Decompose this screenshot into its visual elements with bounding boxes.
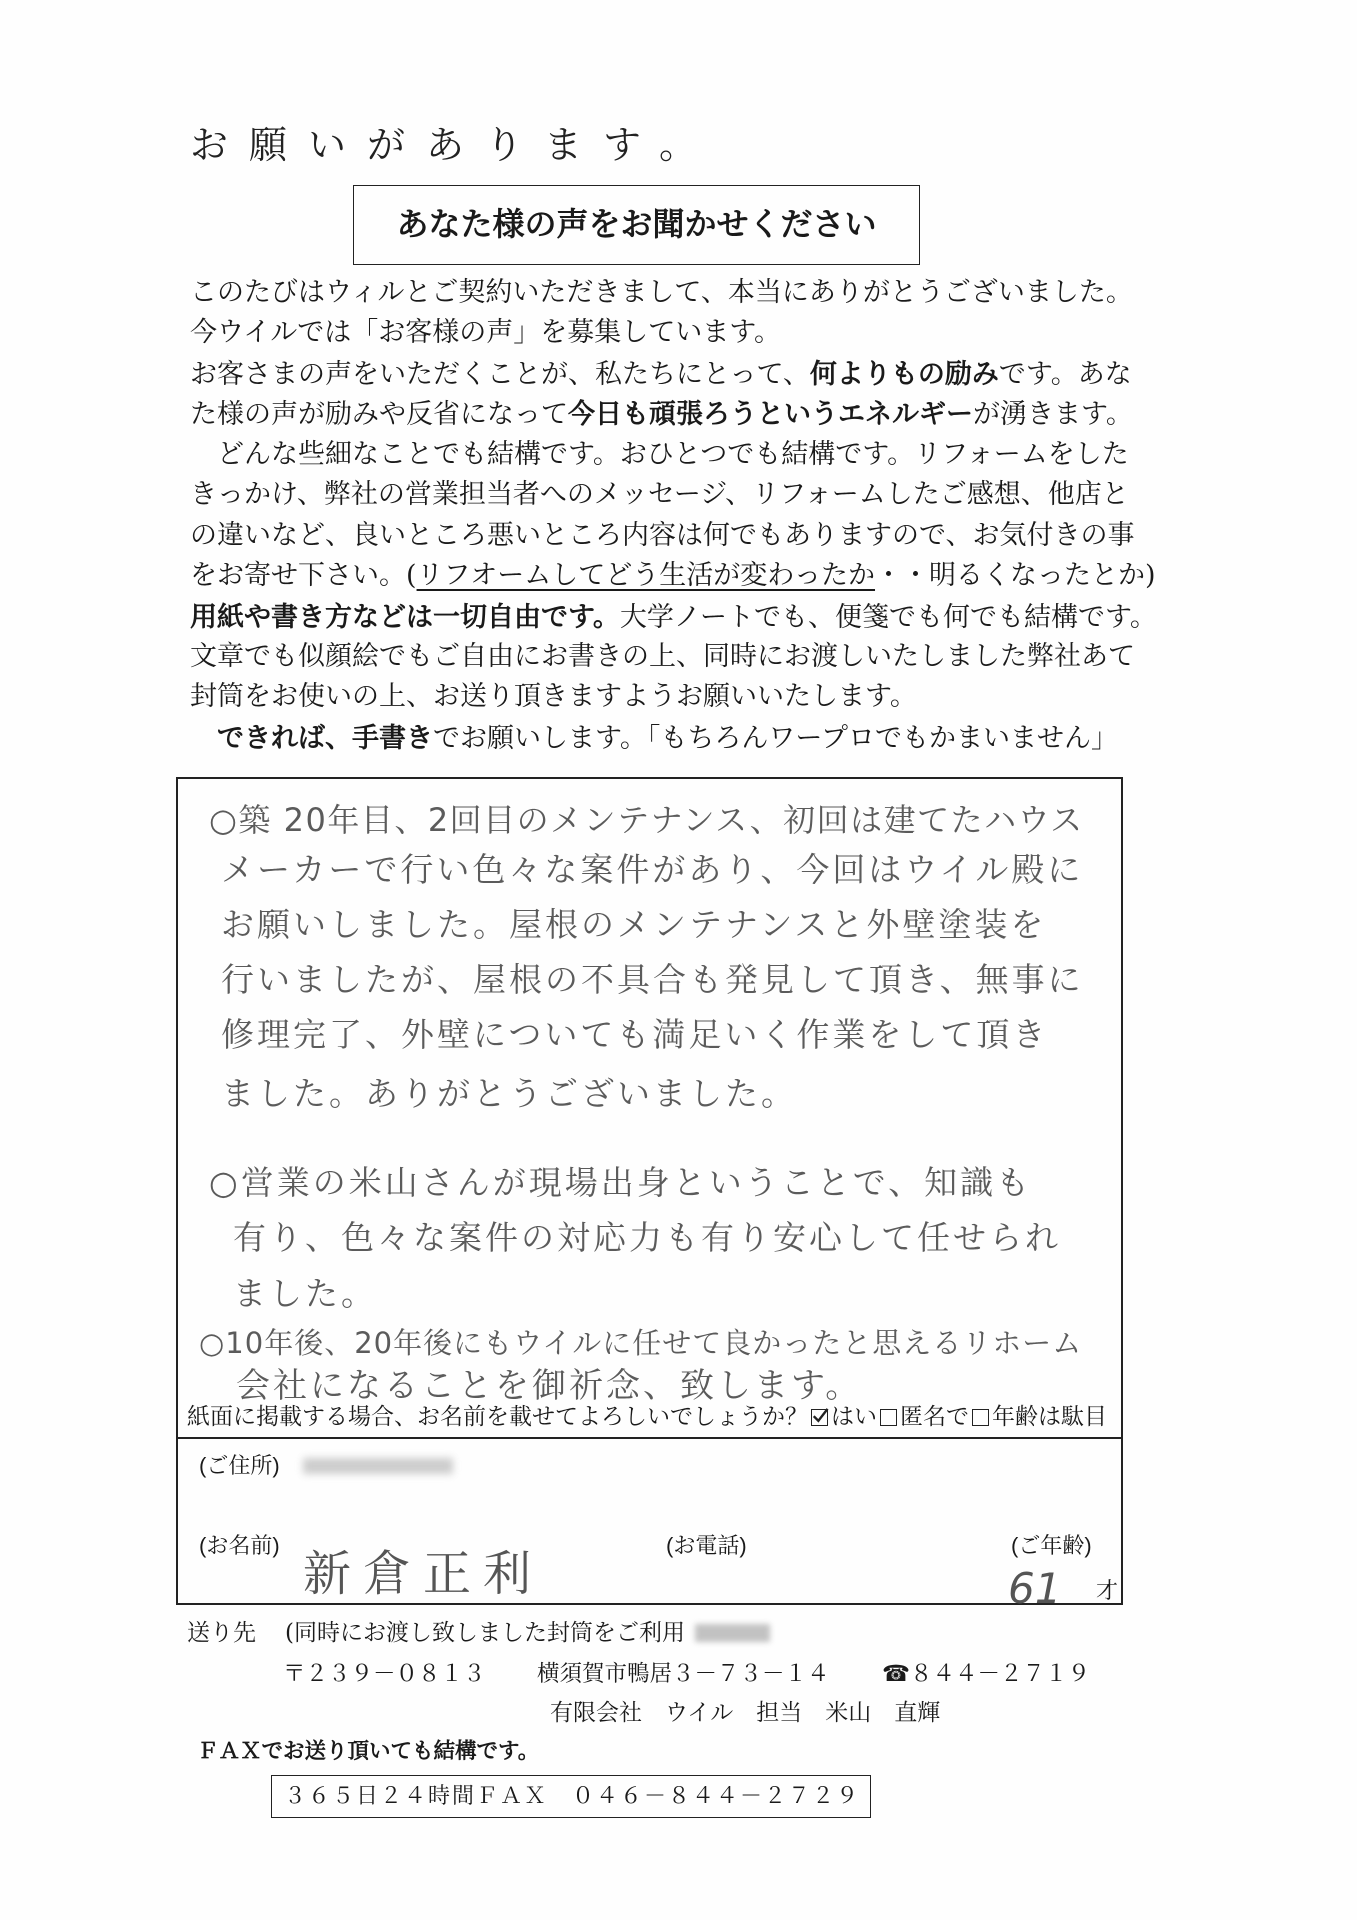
intro-emphasis: 用紙や書き方などは一切自由です。 — [190, 601, 620, 632]
intro-text-segment: ・・明るくなったとか) — [875, 560, 1156, 592]
intro-line-8 — [190, 556, 1157, 596]
intro-line-7: の違いなど、良いところ悪いところ内容は何でもありますので、お気付きの事 — [190, 519, 1135, 551]
handwritten-line: 修理完了、外壁についても満足いく作業をして頂き — [221, 1015, 1049, 1054]
company-contact: 有限会社 ウイル 担当 米山 直輝 — [550, 1700, 941, 1726]
page-title: お願いがあります。 — [190, 123, 718, 167]
handwritten-line: ○営業の米山さんが現場出身ということで、知識も — [209, 1163, 1033, 1202]
consent-yes-label: はい — [830, 1403, 877, 1429]
empty-box-icon — [880, 1409, 897, 1426]
intro-line-4 — [190, 394, 1157, 434]
intro-line-2: 今ウイルでは「お客様の声」を募集しています。 — [190, 317, 782, 349]
intro-line-11: 封筒をお使いの上、お送り頂きますようお願いいたします。 — [190, 681, 917, 713]
handwritten-line: ○築 20年目、2回目のメンテナンス、初回は建てたハウス — [209, 801, 1084, 839]
intro-line-3 — [190, 354, 1157, 394]
fax-number-text: ３６５日２４時間ＦＡＸ ０４６－８４４－２７２９ — [284, 1784, 861, 1809]
publication-consent-line — [187, 1402, 1107, 1430]
send-to-label: 送り先 — [187, 1620, 256, 1646]
intro-line-6: きっかけ、弊社の営業担当者へのメッセージ、リフォームしたご感想、他店と — [190, 479, 1129, 511]
handwritten-line: 有り、色々な案件の対応力も有り安心して任せられ — [233, 1218, 1061, 1257]
intro-line-12 — [190, 718, 1157, 758]
intro-text-segment: 大学ノートでも、便箋でも何でも結構です。 — [619, 601, 1157, 633]
age-unit: 才 — [1096, 1578, 1119, 1603]
intro-underlined-text: リフオームしてどう生活が変わったか — [416, 560, 876, 592]
section-divider — [178, 1437, 1121, 1439]
empty-box-icon — [972, 1409, 989, 1426]
intro-emphasis: 何よりもの励み — [809, 358, 999, 389]
consent-question: 紙面に掲載する場合、お名前を載せてよろしいでしょうか？ — [187, 1403, 808, 1429]
consent-anonymous-label: 匿名で — [899, 1403, 969, 1429]
send-to-note: (同時にお渡し致しました封筒をご利用 — [285, 1620, 685, 1646]
checked-box-icon — [811, 1409, 828, 1426]
intro-line-9 — [190, 597, 1157, 637]
intro-text-segment: が湧きます。 — [973, 399, 1133, 431]
intro-emphasis: できれば、手書き — [217, 722, 433, 753]
headline-box — [353, 185, 920, 265]
handwritten-line: 行いましたが、屋根の不具合も発見して頂き、無事に — [221, 960, 1084, 999]
handwritten-line: ました。ありがとうございました。 — [221, 1074, 797, 1113]
intro-text-segment: です。あな — [998, 358, 1132, 390]
age-label: (ご年齢) — [1011, 1533, 1092, 1558]
intro-text-segment: お客さまの声をいただくことが、私たちにとって、 — [190, 358, 810, 390]
handwritten-age: 61 — [1008, 1564, 1062, 1613]
handwritten-line: 会社になることを御祈念、致します。 — [236, 1366, 863, 1406]
consent-no-age-label: 年齢は駄目 — [991, 1403, 1107, 1429]
intro-line-5: どんな些細なことでも結構です。おひとつでも結構です。リフォームをした — [217, 438, 1129, 470]
redacted-address — [303, 1458, 453, 1474]
fax-number-box — [271, 1775, 871, 1818]
handwritten-line: ○10年後、20年後にもウイルに任せて良かったと思えるリホーム — [199, 1326, 1083, 1360]
handwritten-name: 新倉正利 — [303, 1546, 544, 1602]
intro-text-segment: た様の声が励みや反省になって — [190, 399, 568, 431]
redacted-text — [695, 1624, 770, 1642]
intro-line-1: このたびはウィルとご契約いただきまして、本当にありがとうございました。 — [190, 277, 1133, 308]
intro-text-segment: をお寄せ下さい。( — [190, 560, 417, 592]
company-address: 横須賀市鴨居３－７３－１４ — [537, 1661, 830, 1687]
postal-code: 〒２３９－０８１３ — [283, 1661, 486, 1687]
fax-note: ＦＡＸでお送り頂いても結構です。 — [197, 1739, 540, 1763]
intro-emphasis: 今日も頑張ろうというエネルギー — [568, 399, 973, 430]
headline-text: あなた様の声をお聞かせください — [396, 206, 877, 242]
customer-response-box — [176, 777, 1123, 1613]
intro-line-10: 文章でも似顔絵でもご自由にお書きの上、同時にお渡しいたしました弊社あて — [190, 640, 1135, 672]
phone-label: (お電話) — [666, 1533, 747, 1558]
company-phone: ☎８４４－２７１９ — [882, 1661, 1091, 1687]
intro-paragraph — [190, 273, 1157, 758]
address-label: (ご住所) — [199, 1453, 280, 1478]
name-label: (お名前) — [199, 1533, 280, 1558]
handwritten-line: お願いしました。屋根のメンテナンスと外壁塗装を — [221, 905, 1047, 944]
handwritten-line: メーカーで行い色々な案件があり、今回はウイル殿に — [221, 850, 1084, 889]
intro-text-segment: でお願いします。「もちろんワープロでもかまいません」 — [433, 722, 1118, 754]
handwritten-line: ました。 — [233, 1274, 377, 1313]
